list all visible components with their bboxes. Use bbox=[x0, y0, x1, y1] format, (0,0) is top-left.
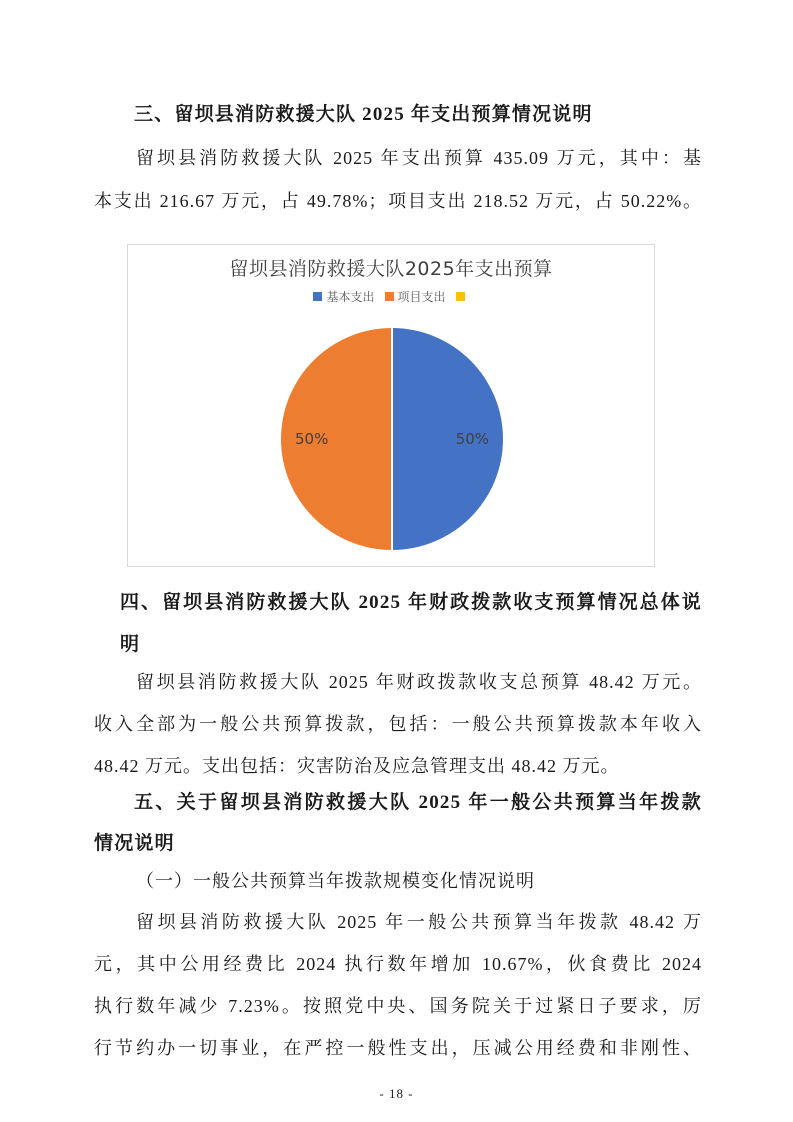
chart-legend bbox=[128, 288, 654, 305]
expenditure-pie-chart-panel bbox=[127, 244, 655, 567]
section3-body-line: 留坝县消防救援大队 2025 年支出预算 435.09 万元，其中：基 bbox=[136, 148, 702, 168]
section4-heading-line: 四、留坝县消防救援大队 2025 年财政拨款收支预算情况总体说 bbox=[120, 592, 702, 613]
section3-body-line: 本支出 216.67 万元，占 49.78%；项目支出 218.52 万元，占 50.22%。 bbox=[94, 191, 702, 211]
pie-label-project: 50% bbox=[295, 430, 329, 448]
section5-body-line: 元，其中公用经费比 2024 执行数年增加 10.67%，伙食费比 2024 bbox=[94, 954, 702, 974]
section5-heading-line: 五、关于留坝县消防救援大队 2025 年一般公共预算当年拨款 bbox=[134, 792, 702, 813]
legend-item-project bbox=[385, 288, 446, 305]
chart-title: 留坝县消防救援大队2025年支出预算 bbox=[229, 258, 553, 280]
legend-item-basic bbox=[313, 288, 374, 305]
legend-item-empty bbox=[456, 292, 469, 301]
section5-sub-heading: （一）一般公共预算当年拨款规模变化情况说明 bbox=[136, 871, 535, 891]
section5-body-line: 留坝县消防救援大队 2025 年一般公共预算当年拨款 48.42 万 bbox=[136, 912, 702, 932]
section4-heading-line: 明 bbox=[120, 634, 141, 655]
section4-body-line: 收入全部为一般公共预算拨款，包括：一般公共预算拨款本年收入 bbox=[94, 714, 702, 734]
section4-body-line: 留坝县消防救援大队 2025 年财政拨款收支总预算 48.42 万元。 bbox=[136, 672, 702, 692]
legend-swatch-yellow-icon bbox=[456, 292, 465, 301]
pie-label-basic: 50% bbox=[455, 430, 489, 448]
legend-label: 项目支出 bbox=[397, 290, 446, 304]
legend-swatch-orange-icon bbox=[385, 292, 394, 301]
section3-heading: 三、留坝县消防救援大队 2025 年支出预算情况说明 bbox=[134, 104, 593, 125]
legend-swatch-blue-icon bbox=[313, 292, 322, 301]
page-number: - 18 - bbox=[379, 1086, 414, 1101]
legend-label: 基本支出 bbox=[326, 290, 375, 304]
section5-heading-line: 情况说明 bbox=[94, 833, 175, 854]
pie-slice-divider bbox=[391, 328, 393, 550]
section5-body-line: 执行数年减少 7.23%。按照党中央、国务院关于过紧日子要求，厉 bbox=[94, 996, 702, 1016]
pie bbox=[281, 328, 503, 550]
section4-body-line: 48.42 万元。支出包括：灾害防治及应急管理支出 48.42 万元。 bbox=[94, 756, 620, 776]
section5-body-line: 行节约办一切事业，在严控一般性支出，压减公用经费和非刚性、 bbox=[94, 1038, 702, 1058]
